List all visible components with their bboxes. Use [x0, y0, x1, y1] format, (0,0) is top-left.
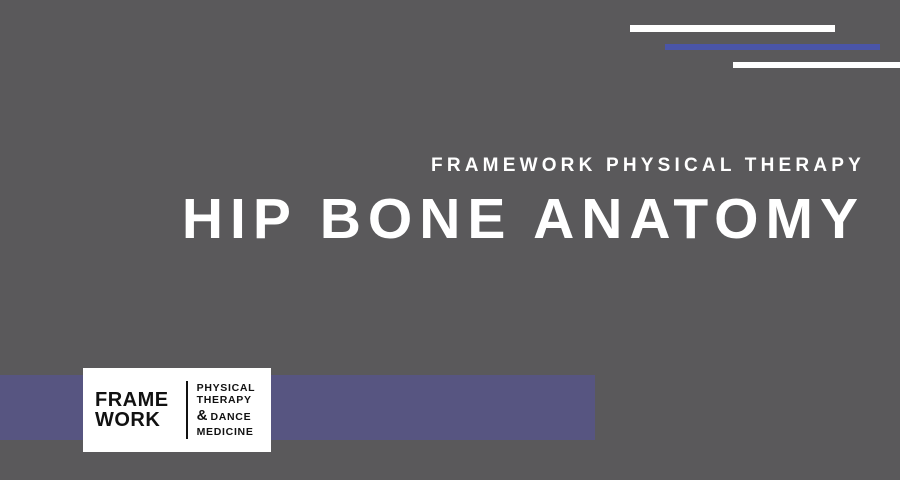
logo-divider — [186, 381, 188, 439]
logo-tagline-line-2: THERAPY — [196, 394, 252, 407]
page-title: HIP BONE ANATOMY — [181, 186, 865, 251]
decor-bar-white-top — [630, 25, 835, 32]
logo-word-frame: FRAME — [95, 388, 169, 411]
decor-bar-blue — [665, 44, 880, 50]
decor-bar-white-bottom — [733, 62, 900, 68]
logo-tagline-line-3-row — [197, 407, 263, 425]
logo — [83, 368, 271, 452]
brand-eyebrow: FRAMEWORK PHYSICAL THERAPY — [431, 155, 865, 176]
logo-tagline-line-4: MEDICINE — [196, 425, 254, 438]
logo-word-work: WORK — [95, 409, 161, 431]
logo-tagline-line-1: PHYSICAL — [196, 381, 256, 394]
logo-wordmark — [91, 390, 177, 431]
logo-tagline — [197, 382, 263, 439]
logo-ampersand: & — [196, 407, 208, 425]
title-block — [182, 155, 865, 250]
logo-tagline-line-3: DANCE — [210, 411, 252, 424]
